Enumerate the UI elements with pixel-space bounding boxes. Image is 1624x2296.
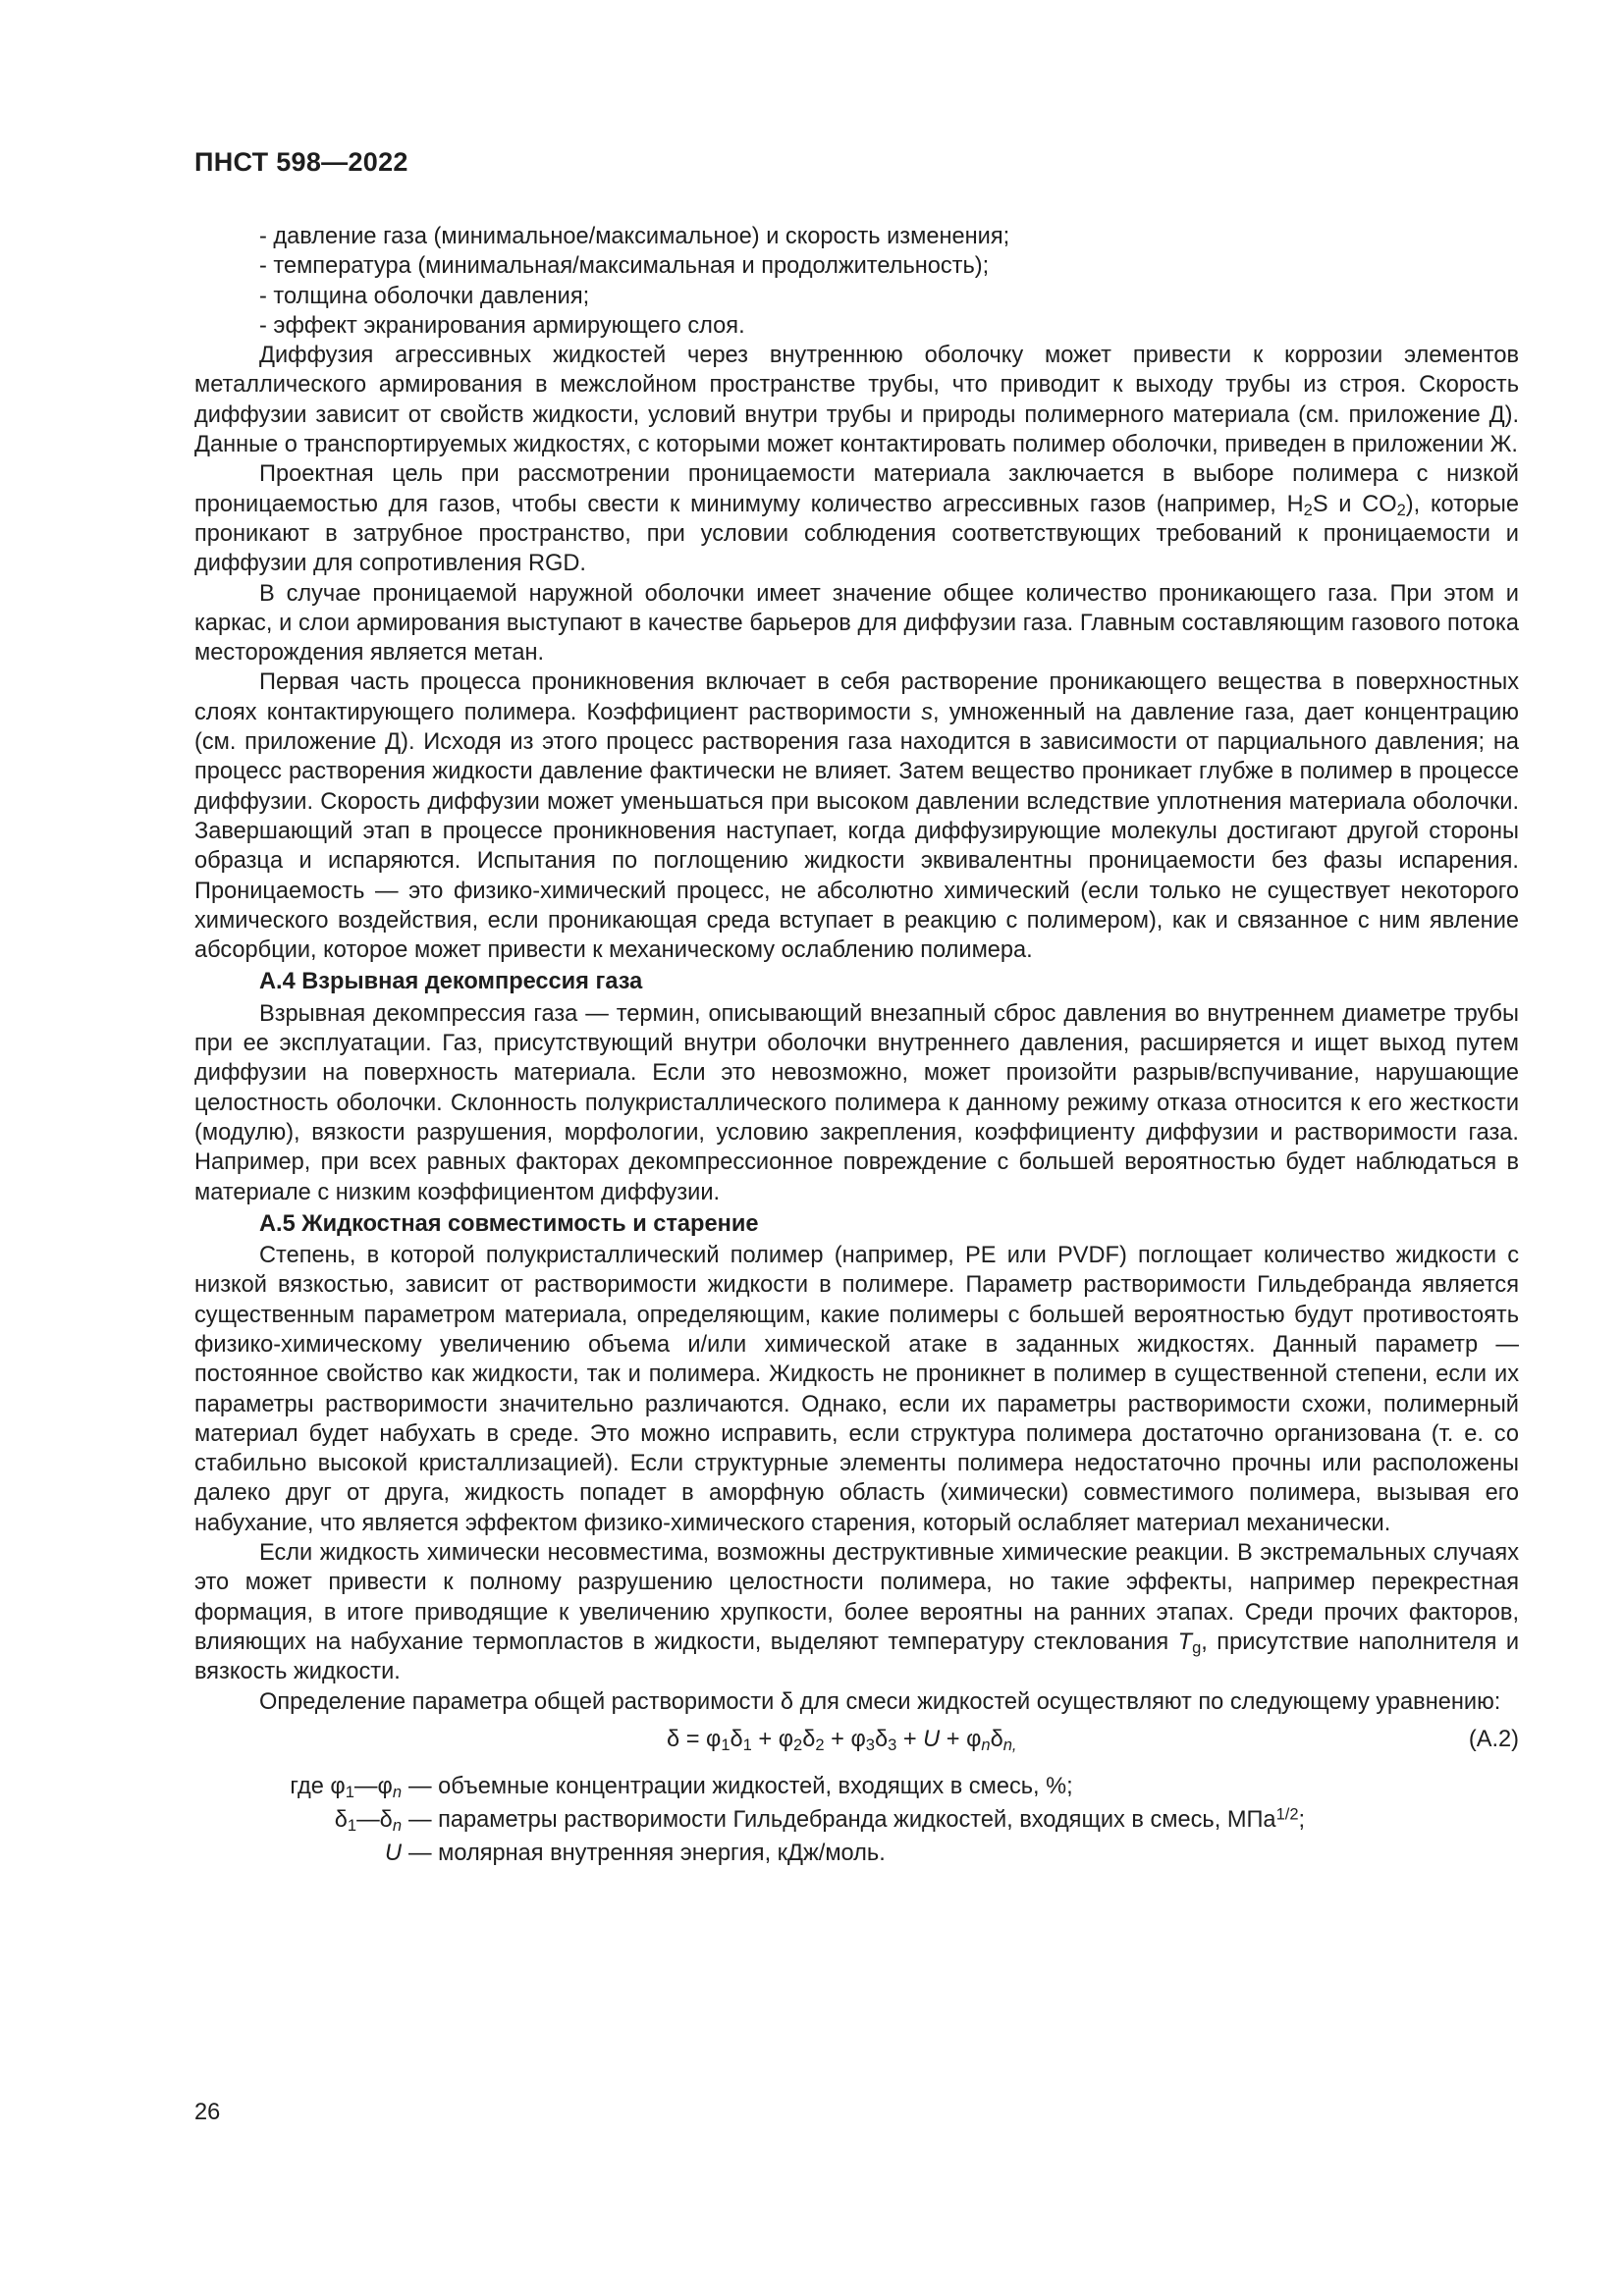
bullet-item: - температура (минимальная/максимальная и продолжительность); <box>259 253 990 280</box>
equation-definitions <box>194 1772 1519 1872</box>
definition-symbol: $\delta_1—\delta_n$ <box>334 1806 402 1835</box>
definition-row <box>194 1805 1519 1839</box>
definition-symbol: где $\varphi_1—\varphi_n$ <box>290 1773 402 1801</box>
equation-expression: $\delta = \varphi_1\delta_1 + \varphi_2\delta_2 + \varphi_3\delta_3 + U + \varphi_n\delta_{n,}$ <box>667 1726 1017 1754</box>
paragraph-diffusion: Диффузия агрессивных жидкостей через внутреннюю оболочку может привести к коррозии элементов металлического армирования в межслойном пространстве трубы, что приводит к выходу трубы из строя. Скорость диффузии зависит от свойств жидкости, условий внутри трубы и природы полимерного материала (см. приложение Д). Данные о транспортируемых жидкостях, с которыми может контактировать полимер оболочки, приведен в приложении Ж. <box>194 343 1519 458</box>
paragraph-permeability-goal: Проектная цель при рассмотрении проницаемости материала заключается в выборе полимера с низкой проницаемостью для газов, чтобы свести к минимуму количество агрессивных газов (например, $H_2S$ и $CO_2$), которые проникают в затрубное пространство, при условии соблюдения соответствующих требований к проницаемости и диффузии для сопротивления RGD. <box>194 461 1520 577</box>
page-number: 26 <box>194 2100 221 2125</box>
paragraph-outer-sheath: В случае проницаемой наружной оболочки имеет значение общее количество проникающего газа. При этом и каркас, и слои армирования выступают в качестве барьеров для диффузии газа. Главным составляющим газового потока месторождения является метан. <box>194 580 1519 667</box>
paragraph-permeation-process: Первая часть процесса проникновения включает в себя растворение проникающего вещества в поверхностных слоях контактирующего полимера. Коэффициент растворимости s, умноженный на давление газа, дает концентрацию (см. приложение Д). Исходя из этого процесс растворения газа находится в зависимости от парциального давления; на процесс растворения жидкости давление фактически не влияет. Затем вещество проникает глубже в полимер в процессе диффузии. Скорость диффузии может уменьшаться при высоком давлении вследствие уплотнения материала оболочки. Завершающий этап в процессе проникновения наступает, когда диффузирующие молекулы достигают другой стороны образца и испаряются. Испытания по поглощению жидкости эквивалентны проницаемости без фазы испарения. Проницаемость — это физико-химический процесс, не абсолютно химический (если только не существует некоторого химического воздействия, если проникающая среда вступает в реакцию с полимером), как и связанное с ним явление абсорбции, которое может привести к механическому ослаблению полимера. <box>194 669 1519 964</box>
section-heading-a5: А.5 Жидкостная совместимость и старение <box>259 1210 759 1237</box>
bullet-item: - давление газа (минимальное/максимальное) и скорость изменения; <box>259 224 1010 249</box>
paragraph-solubility-definition: Определение параметра общей растворимости δ для смеси жидкостей осуществляют по следующему уравнению: <box>259 1688 1501 1715</box>
definition-text: — объемные концентрации жидкостей, входящих в смесь, %; <box>408 1773 1073 1799</box>
bullet-item: - эффект экранирования армирующего слоя. <box>259 312 745 339</box>
page-body <box>194 222 1519 1872</box>
document-code-header: ПНСТ 598—2022 <box>194 147 408 177</box>
equation-number: (А.2) <box>1468 1726 1519 1752</box>
bullet-item: - толщина оболочки давления; <box>259 283 590 309</box>
paragraph-fluid-compatibility: Степень, в которой полукристаллический полимер (например, PE или PVDF) поглощает количество жидкости с низкой вязкостью, зависит от растворимости жидкости в полимере. Параметр растворимости Гильдебранда является существенным параметром материала, определяющим, какие полимеры с большей вероятностью будут противостоять физико-химическому увеличению объема и/или химической атаке в заданных жидкостях. Данный параметр — постоянное свойство как жидкости, так и полимера. Жидкость не проникнет в полимер в существенной степени, если их параметры растворимости значительно различаются. Однако, если их параметры растворимости схожи, полимерный материал будет набухать в среде. Это можно исправить, если структура полимера достаточно организована (т. е. со стабильно высокой кристаллизацией). Если структурные элементы полимера недостаточно прочны или расположены далеко друг от друга, жидкость попадет в аморфную область (химически) совместимого полимера, вызывая его набухание, что является эффектом физико-химического старения, который ослабляет материал механически. <box>194 1243 1519 1536</box>
definition-row <box>194 1772 1519 1805</box>
paragraph-explosive-decompression: Взрывная декомпрессия газа — термин, описывающий внезапный сброс давления во внутреннем диаметре трубы при ее эксплуатации. Газ, присутствующий внутри оболочки внутреннего давления, расширяется и ищет выход путем диффузии на поверхность материала. Если это невозможно, может произойти разрыв/вспучивание, нарушающие целостность оболочки. Склонность полукристаллического полимера к данному режиму отказа относится к его жесткости (модулю), вязкости разрушения, морфологии, условию закрепления, коэффициенту диффузии и растворимости газа. Например, при всех равных факторах декомпрессионное повреждение с большей вероятностью будет наблюдаться в материале с низким коэффициентом диффузии. <box>194 1000 1519 1205</box>
definition-symbol: U <box>384 1840 402 1866</box>
definition-text: — молярная внутренняя энергия, кДж/моль. <box>408 1840 886 1866</box>
equation-a2 <box>194 1723 1519 1760</box>
definition-text: — параметры растворимости Гильдебранда жидкостей, входящих в смесь, МПа$^{1/2}$; <box>408 1804 1306 1833</box>
section-heading-a4: А.4 Взрывная декомпрессия газа <box>259 969 643 995</box>
paragraph-chemical-incompatibility: Если жидкость химически несовместима, возможны деструктивные химические реакции. В экстремальных случаях это может привести к полному разрушению целостности полимера, но такие эффекты, например перекрестная формация, в итоге приводящие к увеличению хрупкости, более вероятны на ранних этапах. Среди прочих факторов, влияющих на набухание термопластов в жидкости, выделяют температуру стеклования $T_g$, присутствие наполнителя и вязкость жидкости. <box>194 1540 1520 1685</box>
definition-row <box>194 1839 1519 1872</box>
